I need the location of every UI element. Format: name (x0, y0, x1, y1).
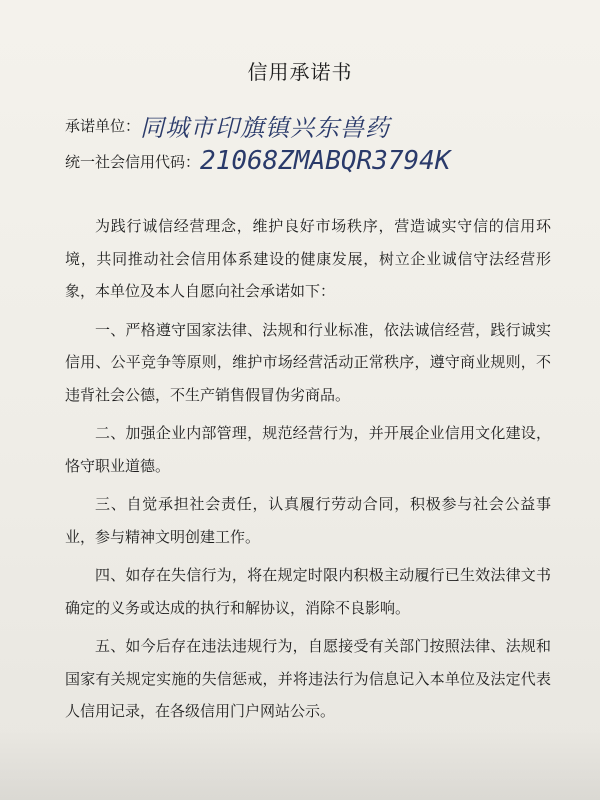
committing-unit-handwritten-value: 同城市印旗镇兴东兽药 (140, 114, 391, 142)
document-title: 信用承诺书 (247, 60, 353, 84)
credit-code-handwritten-value: 21068ZMABQR3794K (200, 146, 451, 176)
commitment-item-5: 五、如今后存在违法违规行为，自愿接受有关部门按照法律、法规和国家有关规定实施的失信惩戒，并将违法行为信息记入本单位及法定代表人信用记录，在各级信用门户网站公示。 (65, 637, 551, 720)
commitment-item-3: 三、自觉承担社会责任，认真履行劳动合同，积极参与社会公益事业，参与精神文明创建工作。 (65, 495, 551, 546)
committing-unit-label: 承诺单位： (65, 117, 141, 135)
commitment-body (65, 210, 551, 734)
credit-code-label: 统一社会信用代码： (65, 152, 201, 171)
commitment-item-1: 一、严格遵守国家法律、法规和行业标准，依法诚信经营，践行诚实信用、公平竞争等原则，维护市场经营活动正常秩序，遵守商业规则，不违背社会公德，不生产销售假冒伪劣商品。 (65, 320, 551, 404)
committing-unit-field (65, 108, 390, 143)
paper-shadow (0, 730, 600, 800)
credit-code-field (65, 146, 450, 176)
commitment-item-2: 二、加强企业内部管理，规范经营行为，并开展企业信用文化建设，恪守职业道德。 (65, 424, 551, 475)
intro-paragraph: 为践行诚信经营理念，维护良好市场秩序，营造诚实守信的信用环境，共同推动社会信用体系建设的健康发展，树立企业诚信守法经营形象，本单位及本人自愿向社会承诺如下： (65, 217, 551, 300)
commitment-item-4: 四、如存在失信行为，将在规定时限内积极主动履行已生效法律文书确定的义务或达成的执行和解协议，消除不良影响。 (65, 566, 551, 617)
